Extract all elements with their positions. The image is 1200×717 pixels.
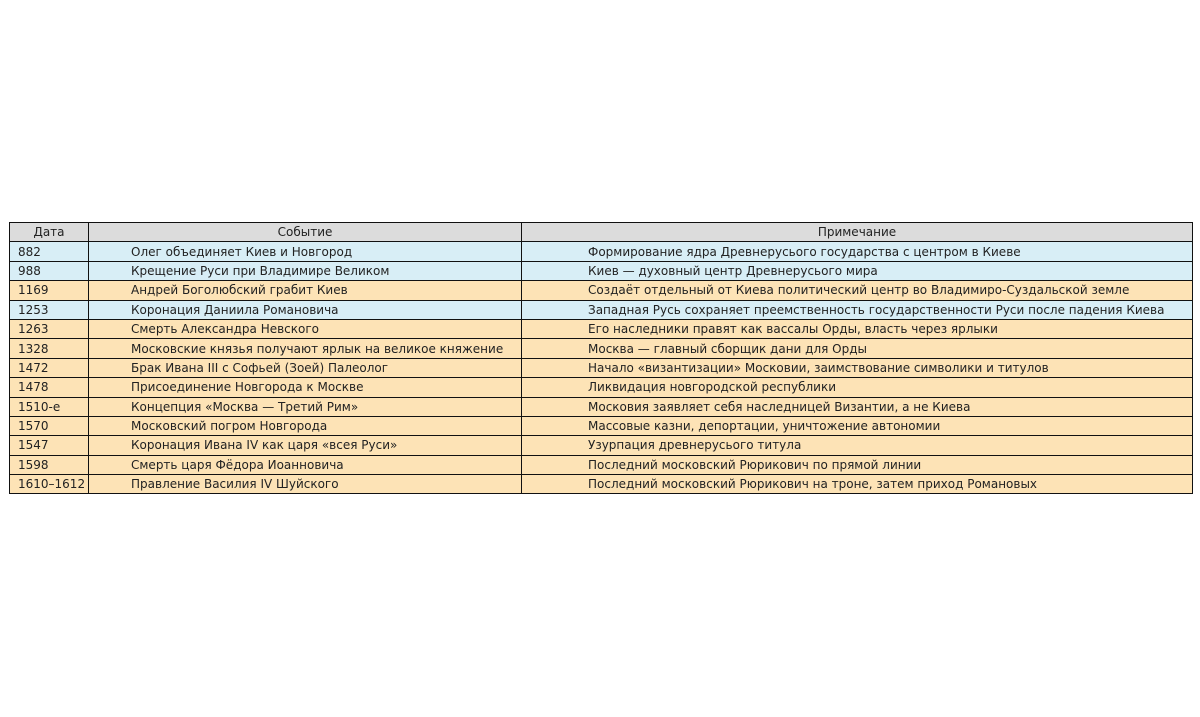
- events-table-container: [9, 222, 1192, 494]
- cell-date: 882: [10, 242, 89, 261]
- cell-date: 1472: [10, 358, 89, 377]
- cell-date: 1547: [10, 436, 89, 455]
- cell-note: Москва — главный сборщик дани для Орды: [522, 339, 1193, 358]
- cell-note: Ликвидация новгородской республики: [522, 378, 1193, 397]
- cell-event: Смерть Александра Невского: [89, 319, 522, 338]
- cell-note: Московия заявляет себя наследницей Византии, а не Киева: [522, 397, 1193, 416]
- events-table: [9, 222, 1193, 494]
- cell-event: Московские князья получают ярлык на великое княжение: [89, 339, 522, 358]
- cell-event: Коронация Ивана IV как царя «всея Руси»: [89, 436, 522, 455]
- table-row: [10, 475, 1193, 494]
- cell-event: Правление Василия IV Шуйского: [89, 475, 522, 494]
- cell-date: 1478: [10, 378, 89, 397]
- table-row: [10, 319, 1193, 338]
- table-row: [10, 261, 1193, 280]
- cell-event: Концепция «Москва — Третий Рим»: [89, 397, 522, 416]
- header-note: Примечание: [522, 223, 1193, 242]
- cell-date: 1610–1612: [10, 475, 89, 494]
- cell-date: 1169: [10, 281, 89, 300]
- cell-date: 1328: [10, 339, 89, 358]
- header-date: Дата: [10, 223, 89, 242]
- table-row: [10, 416, 1193, 435]
- table-row: [10, 339, 1193, 358]
- cell-note: Киев — духовный центр Древнерусього мира: [522, 261, 1193, 280]
- table-row: [10, 378, 1193, 397]
- table-row: [10, 300, 1193, 319]
- cell-note: Узурпация древнерусього титула: [522, 436, 1193, 455]
- cell-note: Его наследники правят как вассалы Орды, власть через ярлыки: [522, 319, 1193, 338]
- cell-note: Последний московский Рюрикович на троне, затем приход Романовых: [522, 475, 1193, 494]
- table-header-row: [10, 223, 1193, 242]
- cell-date: 1253: [10, 300, 89, 319]
- cell-date: 1510-е: [10, 397, 89, 416]
- cell-event: Брак Ивана III с Софьей (Зоей) Палеолог: [89, 358, 522, 377]
- cell-note: Массовые казни, депортации, уничтожение автономии: [522, 416, 1193, 435]
- cell-event: Олег объединяет Киев и Новгород: [89, 242, 522, 261]
- cell-event: Московский погром Новгорода: [89, 416, 522, 435]
- table-body: [10, 242, 1193, 494]
- table-row: [10, 281, 1193, 300]
- header-event: Событие: [89, 223, 522, 242]
- table-row: [10, 455, 1193, 474]
- cell-event: Коронация Даниила Романовича: [89, 300, 522, 319]
- cell-event: Присоединение Новгорода к Москве: [89, 378, 522, 397]
- cell-note: Западная Русь сохраняет преемственность государственности Руси после падения Киева: [522, 300, 1193, 319]
- table-row: [10, 436, 1193, 455]
- cell-note: Последний московский Рюрикович по прямой линии: [522, 455, 1193, 474]
- table-row: [10, 242, 1193, 261]
- cell-date: 1263: [10, 319, 89, 338]
- cell-event: Крещение Руси при Владимире Великом: [89, 261, 522, 280]
- cell-date: 1570: [10, 416, 89, 435]
- cell-date: 1598: [10, 455, 89, 474]
- cell-event: Смерть царя Фёдора Иоанновича: [89, 455, 522, 474]
- cell-note: Формирование ядра Древнерусього государства с центром в Киеве: [522, 242, 1193, 261]
- cell-note: Начало «византизации» Московии, заимствование символики и титулов: [522, 358, 1193, 377]
- cell-date: 988: [10, 261, 89, 280]
- table-row: [10, 358, 1193, 377]
- cell-note: Создаёт отдельный от Киева политический центр во Владимиро-Суздальской земле: [522, 281, 1193, 300]
- table-row: [10, 397, 1193, 416]
- cell-event: Андрей Боголюбский грабит Киев: [89, 281, 522, 300]
